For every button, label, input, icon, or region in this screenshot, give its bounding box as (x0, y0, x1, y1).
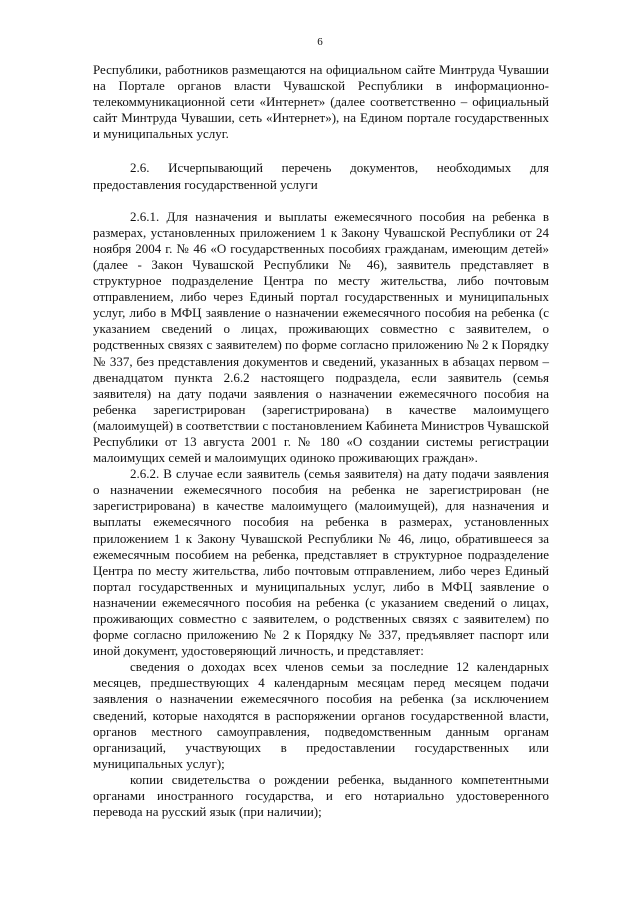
document-body (93, 62, 549, 820)
paragraph-birth-certificate: копии свидетельства о рождении ребенка, выданного компетентными органами иностранного государства, и его нотариально удостоверенного перевода на русский язык (при наличии); (93, 771, 549, 820)
paragraph-income-info: сведения о доходах всех членов семьи за последние 12 календарных месяцев, предшествующих 4 календарным месяцам перед месяцем подачи заявления о назначении ежемесячного пособия на ребенка (за исключением сведений, которые находятся в распоряжении органов государственной власти, органов местного самоуправления, подведомственным данным органам организаций, участвующих в предоставлении государственных или муниципальных услуг); (93, 659, 549, 771)
section-heading-2-6: 2.6. Исчерпывающий перечень документов, необходимых для предоставления государственной услуги (93, 160, 549, 192)
paragraph-2-6-2: 2.6.2. В случае если заявитель (семья заявителя) на дату подачи заявления о назначении ежемесячного пособия на ребенка не зарегистрирован (не зарегистрирована) в качестве малоимущего (малоимущей), для назначения и выплаты ежемесячного пособия на ребенка в размерах, установленных приложением 1 к Закону Чувашской Республики № 46, лицо, обратившееся за ежемесячным пособием на ребенка, представляет в структурное подразделение Центра по месту жительства, либо почтовым отправлением, либо через Единый портал государственных и муниципальных услуг, либо в МФЦ заявление о назначении ежемесячного пособия на ребенка (с указанием сведений о лицах, проживающих совместно с заявителем, о родственных связях с заявителем) по форме согласно приложению № 2 к Порядку № 337, предъявляет паспорт или иной документ, удостоверяющий личность, и представляет: (93, 466, 549, 659)
page-number: 6 (317, 36, 323, 48)
paragraph-intro: Республики, работников размещаются на официальном сайте Минтруда Чувашии на Портале органов власти Чувашской Республики в информационно-телекоммуникационной сети «Интернет» (далее соответственно – официальный сайт Минтруда Чувашии, сеть «Интернет»), на Едином портале государственных и муниципальных услуг. (93, 62, 549, 142)
paragraph-2-6-1: 2.6.1. Для назначения и выплаты ежемесячного пособия на ребенка в размерах, установленных приложением 1 к Закону Чувашской Республики от 24 ноября 2004 г. № 46 «О государственных пособиях гражданам, имеющим детей» (далее - Закон Чувашской Республики № 46), заявитель представляет в структурное подразделение Центра по месту жительства, либо почтовым отправлением, либо через Единый портал государственных и муниципальных услуг, либо в МФЦ заявление о назначении ежемесячного пособия на ребенка (с указанием сведений о лицах, проживающих совместно с заявителем, о родственных связях с заявителем) по форме согласно приложению № 2 к Порядку № 337, без представления документов и сведений, указанных в абзацах первом – двенадцатом пункта 2.6.2 настоящего подраздела, если заявитель (семья заявителя) на дату подачи заявления о назначении ежемесячного пособия на ребенка зарегистрирован (зарегистрирована) в качестве малоимущего (малоимущей) в соответствии с постановлением Кабинета Министров Чувашской Республики от 13 августа 2001 г. № 180 «О создании системы регистрации малоимущих семей и малоимущих одиноко проживающих граждан». (93, 208, 549, 466)
